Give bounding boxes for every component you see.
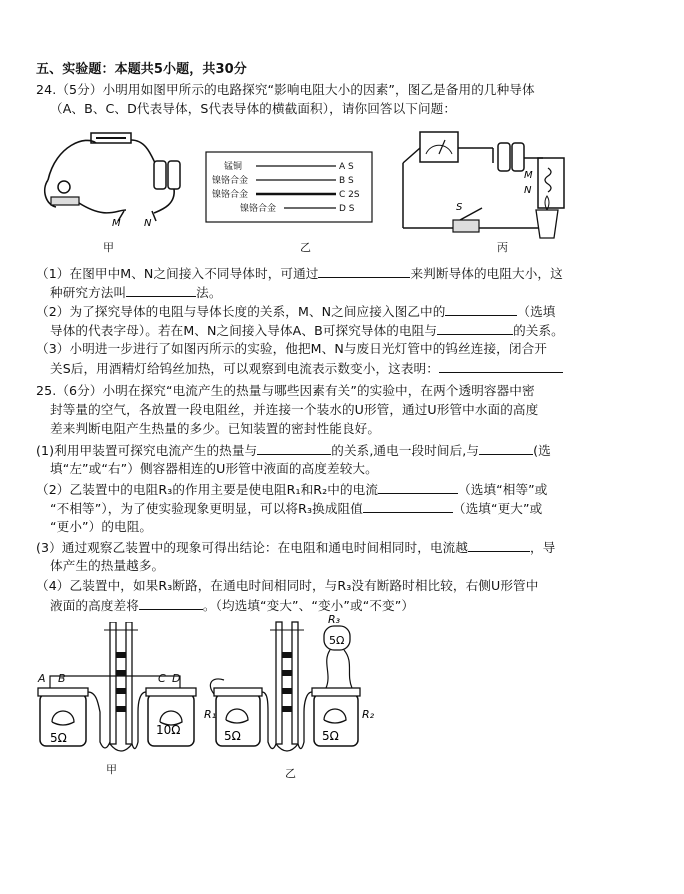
q25-answer-blank-3[interactable] [378,481,458,494]
q24-caption-bing: 丙 [497,241,508,254]
label-R2: R₂ [362,708,375,721]
resistor-left-value: 5Ω [50,731,67,745]
resistor-r2-value: 5Ω [322,729,339,743]
q25-p3-line1 [36,539,555,556]
q25-p1c: (选 [533,443,551,458]
q24-p3-line2 [50,360,563,377]
label-B: B [58,672,66,685]
q24-p1a: （1）在图甲中M、N之间接入不同导体时，可通过 [36,266,319,281]
q25-p1b: 的关系,通电一段时间后,与 [331,443,480,458]
q24-stem-line1: 24.（5分）小明用如图甲所示的电路探究“影响电阻大小的因素”，图乙是备用的几种导体 [36,82,535,97]
q24-answer-blank-2[interactable] [126,284,196,297]
conductor-tag: B S [339,176,354,186]
q24-answer-blank-3[interactable] [445,303,517,316]
q25-figure-yi [202,614,382,764]
q24-p2a: （2）为了探究导体的电阻与导体长度的关系，M、N之间应接入图乙中的 [36,304,446,319]
q24-p2-line2 [50,322,564,339]
label-N: N [144,218,152,229]
q24-p3b: 关S后，用酒精灯给钨丝加热，可以观察到电流表示数变小，这表明： [50,361,439,376]
q24-figure-yi [204,150,374,225]
q25-p4-line1: （4）乙装置中，如果R₃断路，在通电时间相同时，与R₃没有断路时相比较，右侧U形管中 [36,578,539,593]
q25-p4c: 。（均选填“变大”、“变小”或“不变”） [202,598,415,613]
label-M: M [524,170,533,181]
q24-p1-line1 [36,265,563,282]
q24-p2c: 导体的代表字母）。若在M、N之间接入导体A、B可探究导体的电阻与 [50,323,438,338]
label-R3: R₃ [328,614,341,626]
q24-figure-jia [36,125,196,250]
label-D: D [172,672,181,685]
q25-stem-line1: 25.（6分）小明在探究“电流产生的热量与哪些因素有关”的实验中，在两个透明容器中密 [36,383,535,398]
q25-p3b: ，导 [530,540,556,555]
q25-p2-line2 [50,500,542,517]
label-C: C [158,672,166,685]
q24-p1b: 来判断导体的电阻大小，这 [410,266,563,281]
conductor-tag: D S [339,204,355,214]
label-M: M [112,218,121,229]
q25-p4b: 液面的高度差将 [50,598,139,613]
q25-stem-line2: 封等量的空气，各放置一段电阻丝，并连接一个装水的U形管，通过U形管中水面的高度 [50,402,539,417]
conductor-name: 镍铬合金 [240,204,277,214]
conductor-tag: C 2S [339,190,360,200]
q24-p1-line2 [50,284,222,301]
q25-answer-blank-5[interactable] [468,539,530,552]
q25-p2c: “不相等”），为了使实验现象更明显，可以将R₃换成阻值 [50,501,363,516]
label-A: A [38,672,46,685]
q25-p1-line2: 填“左”或“右”）侧容器相连的U形管中液面的高度差较大。 [50,461,378,476]
q25-p2b: （选填“相等”或 [458,482,548,497]
conductor-tag: A S [339,162,354,172]
q24-caption-jia: 甲 [103,241,114,254]
q25-p2-line1 [36,481,548,498]
resistor-right-value: 10Ω [156,723,181,737]
q24-figure-bing [398,128,588,248]
q24-answer-blank-1[interactable] [318,265,410,278]
q25-p1-line1 [36,442,551,459]
q25-figure-jia [30,622,200,762]
q25-p2d: （选填“更大”或 [452,501,543,516]
q25-p2-line3: “更小”）的电阻。 [50,519,153,534]
resistor-r3-value: 5Ω [329,634,345,647]
q25-caption-yi: 乙 [285,767,296,780]
q25-p3a: (3）通过观察乙装置中的现象可得出结论：在电阻和通电时间相同时，电流越 [36,540,469,555]
q25-answer-blank-4[interactable] [363,500,453,513]
resistor-r1-value: 5Ω [224,729,241,743]
q25-p3-line2: 体产生的热量越多。 [50,558,165,573]
q25-answer-blank-2[interactable] [479,442,533,455]
q25-stem-line3: 差来判断电阻产生热量的多少。已知装置的密封性能良好。 [50,421,381,436]
q24-p2b: （选填 [517,304,556,319]
q24-caption-yi: 乙 [300,241,311,254]
conductor-name: 锰铜 [224,162,243,172]
q25-p1a: (1)利用甲装置可探究电流产生的热量与 [36,443,258,458]
q25-p4-line2 [50,597,414,614]
label-N: N [524,185,532,196]
q24-p1c: 种研究方法叫 [50,285,127,300]
q24-stem-line2: （A、B、C、D代表导体，S代表导体的横截面积），请你回答以下问题： [50,101,457,116]
conductor-name: 镍铬合金 [212,190,249,200]
q25-answer-blank-6[interactable] [139,597,203,610]
label-S: S [456,202,463,213]
q24-answer-blank-5[interactable] [439,360,563,373]
label-R1: R₁ [204,708,217,721]
q25-caption-jia: 甲 [106,763,117,776]
q24-p2-line1 [36,303,556,320]
section-title: 五、实验题：本题共5小题，共30分 [36,62,247,77]
q24-p3-line1: （3）小明进一步进行了如图丙所示的实验，他把M、N与废日光灯管中的钨丝连接，闭合开 [36,341,547,356]
q25-p2a: （2）乙装置中的电阻R₃的作用主要是使电阻R₁和R₂中的电流 [36,482,379,497]
conductor-name: 镍铬合金 [212,176,249,186]
q24-answer-blank-4[interactable] [437,322,513,335]
q24-p2d: 的关系。 [513,323,564,338]
q24-p1d: 法。 [196,285,222,300]
q25-answer-blank-1[interactable] [257,442,331,455]
